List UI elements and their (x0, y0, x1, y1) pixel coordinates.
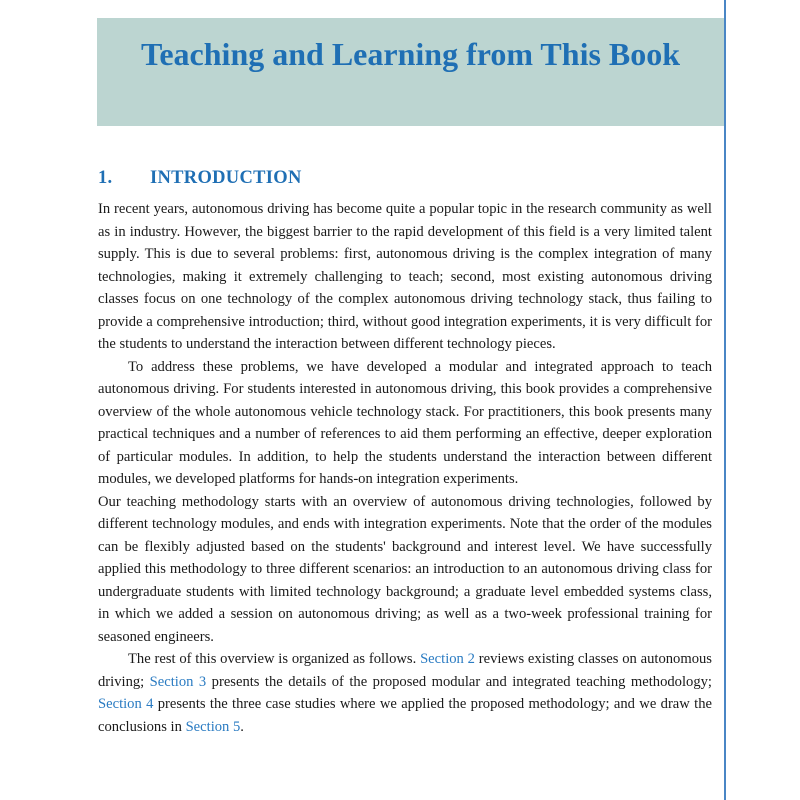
paragraph-4-text: The rest of this overview is organized as follows. (128, 651, 421, 667)
paragraph-4-text: . (240, 718, 244, 735)
paragraph-4-text: presents the three case studies where we applied the proposed methodology; and we draw the conclusions in (98, 696, 712, 735)
section-title: INTRODUCTION (150, 168, 302, 188)
paragraph-3: Our teaching methodology starts with an overview of autonomous driving technologies, followed by different technology modules, and ends with integration experiments. Note that the order of the modules can be flexibly adjusted based on the students' background and interest level. We have successfully applied this methodology to three different scenarios: an introduction to an autonomous driving class for undergraduate students with limited technology background; a graduate level embedded systems class, in which we added a session on autonomous driving; as well as a two-week professional training for seasoned engineers. (98, 493, 712, 645)
body-text (98, 198, 712, 738)
section-4-link[interactable]: Section 4 (98, 696, 154, 712)
section-5-link[interactable]: Section 5 (185, 718, 241, 735)
page-edge-rule (724, 0, 726, 800)
paragraph-4 (98, 648, 712, 738)
paragraph-2: To address these problems, we have developed a modular and integrated approach to teach autonomous driving. For students interested in autonomous driving, this book provides a comprehensive overview of the whole autonomous vehicle technology stack. For practitioners, this book presents many practical techniques and a number of references to aid them performing an effective, deeper exploration of particular modules. In addition, to help the students understand the interaction between different modules, we developed platforms for hands-on integration experiments. (98, 358, 712, 487)
section-2-link[interactable]: Section 2 (420, 651, 475, 667)
section-heading (98, 168, 302, 189)
section-3-link[interactable]: Section 3 (149, 673, 207, 690)
paragraph-1: In recent years, autonomous driving has become quite a popular topic in the research community as well as in industry. However, the biggest barrier to the rapid development of this field is a very limited talent supply. This is due to several problems: first, autonomous driving is the complex integration of many technologies, making it extremely challenging to teach; second, most existing autonomous driving classes focus on one technology of the complex autonomous driving technology stack, thus failing to provide a comprehensive introduction; third, without good integration experiments, it is very difficult for the students to understand the interaction between different technology pieces. (98, 201, 712, 352)
section-number: 1. (98, 168, 113, 188)
paragraph-4-text: presents the details of the proposed modular and integrated teaching methodology; (206, 673, 712, 690)
page-title: Teaching and Learning from This Book (140, 36, 681, 72)
paragraph-4-text: reviews existing classes on autonomous driving; (98, 651, 712, 690)
